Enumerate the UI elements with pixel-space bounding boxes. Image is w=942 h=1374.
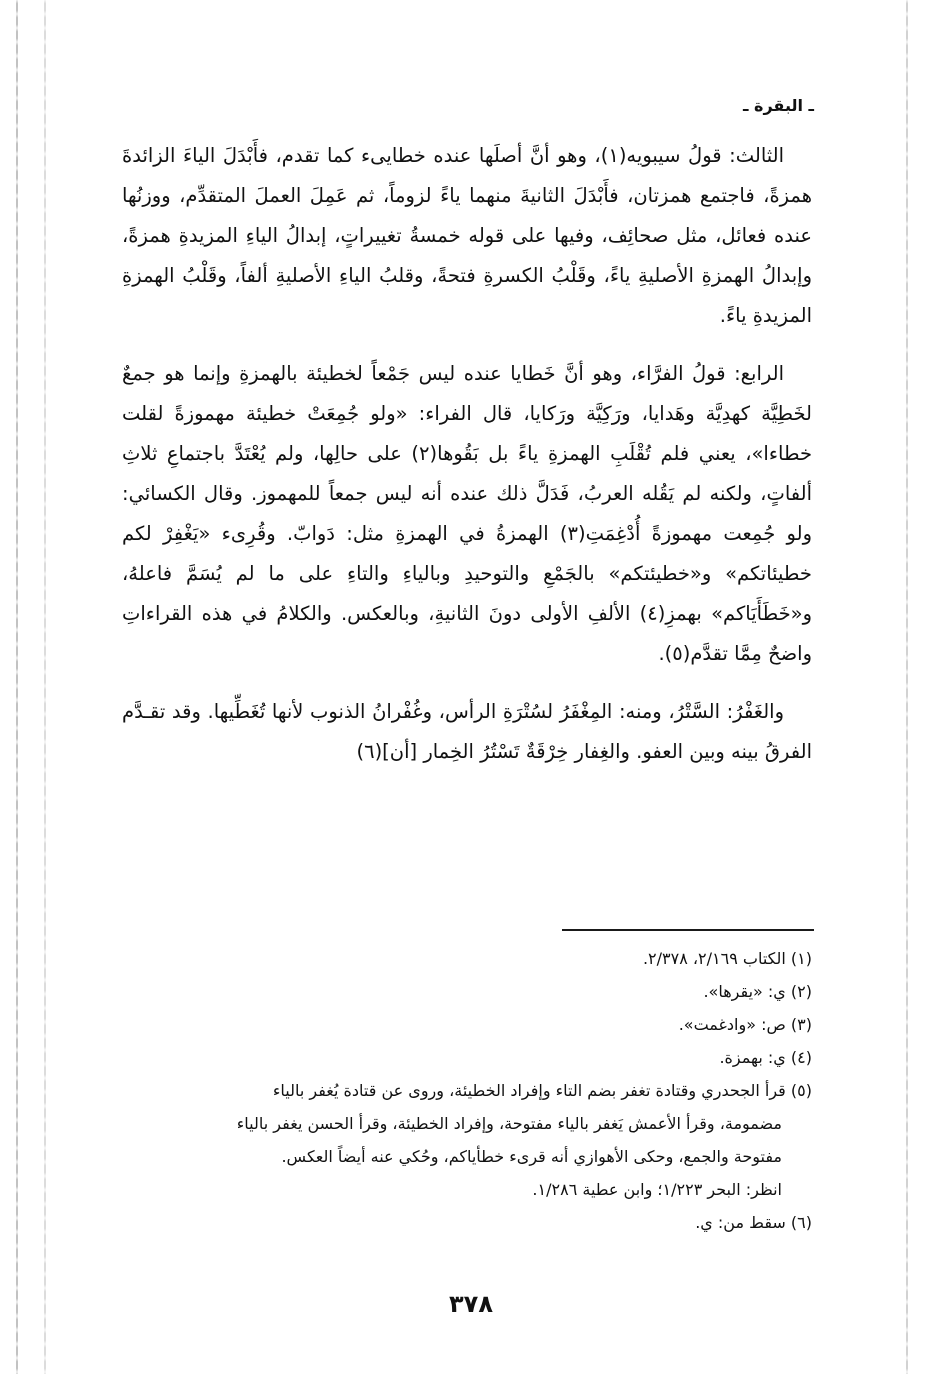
footnote-separator — [562, 929, 814, 931]
paragraph: الرابع: قولُ الفرَّاء، وهو أنَّ خَطايا عنده ليس جَمْعاً لخطيئة بالهمزةِ وإنما هو جمعٌ لخَطِيَّة كهدِيَّة وهَدايا، ورَكِيَّة ورَكايا، قال الفراء: «ولو جُمِعَتْ خطيئة مهموزةً لقلت خطاءا»، يعني فلم تُقْلَبِ الهمزةِ ياءً بل بَقُوها(٢) على حالِها، ولم يُعْتَدَّ باجتماعِ ثلاثِ ألفاتٍ، ولكنه لم يَقُله العربُ، فَدَلَّ ذلك عنده أنه ليس جمعاً للمهموز. وقال الكسائي: ولو جُمِعت مهموزةً أُدْغِمَتِ(٣) الهمزةُ في الهمزةِ مثل: دَوابّ. وقُرِىء «يَغْفِرْ لكم خطيئاتكم» و«خطيئتكم» بالجَمْعِ والتوحيدِ وبالياءِ والتاءِ على ما لم يُسَمَّ فاعلهُ، و«خَطَأَيَاكم» بهمزِ(٤) الألفِ الأولى دونَ الثانيةِ، وبالعكس. والكلامُ في هذه القراءاتِ واضحٌ مِمَّا تقدَّم(٥). — [122, 362, 813, 665]
footnotes — [122, 942, 812, 1239]
running-head: ـ البقرة ـ — [742, 96, 814, 115]
footnote: (٥) قرأ الجحدري وقتادة تغفر بضم التاء وإفراد الخطيئة، وروى عن قتادة يُغفر بالياء — [272, 1081, 812, 1100]
footnote-continuation: مفتوحة والجمع، وحكى الأهوازي أنه قرىء خطأياكم، وحُكي عنه أيضاً العكس. — [281, 1147, 782, 1166]
footnote: (١) الكتاب ٢/١٦٩، ٢/٣٧٨. — [642, 949, 812, 968]
paragraph: والغَفْرُ: السَّتْرُ، ومنه: المِغْفَرُ لسُتْرَةِ الرأس، وغُفْرانُ الذنوب لأنها تُغَطِّيها. وقد تقـدَّم الفرقُ بينه وبين العفو. والغِفار خِرْقَةٌ تَسْتُرُ الخِمار [أن](٦) — [122, 700, 812, 763]
scan-edge-dots — [906, 0, 908, 1374]
page-number: ٣٧٨ — [449, 1290, 493, 1318]
footnote: (٤) ي: بهمزة. — [719, 1048, 812, 1067]
paragraph: الثالث: قولُ سيبويه(١)، وهو أنَّ أصلَها عنده خطايىء كما تقدم، فأَبْدَلَ الياءَ الزائدةَ همزةً، فاجتمع همزتان، فأَبْدَلَ الثانيةَ منهما ياءً لزوماً، ثم عَمِلَ العملَ المتقدِّم، ووزنُها عنده فعائل، مثل صحائِف، وفيها على قوله خمسةُ تغييراتٍ، إبدالُ الياءِ المزيدةِ همزةً، وإبدالُ الهمزةِ الأصليةِ ياءً، وقَلْبُ الكسرةِ فتحةً، وقلبُ الياءِ الأصليةِ ألفاً، وقَلْبُ الهمزةِ المزيدةِ ياءً. — [122, 144, 812, 327]
footnote: (٦) سقط من: ي. — [695, 1213, 812, 1232]
footnote-continuation: انظر: البحر ١/٢٢٣؛ وابن عطية ١/٢٨٦. — [532, 1180, 782, 1199]
footnote: (٣) ص: «وادغمت». — [678, 1015, 812, 1034]
scan-edge-dots — [44, 0, 46, 1374]
footnote: (٢) ي: «يقرها». — [703, 982, 812, 1001]
main-text — [122, 136, 812, 772]
footnote-continuation: مضمومة، وقرأ الأعمش يَغفر بالياء مفتوحة، وإفراد الخطيئة، وقرأ الحسن يغفر بالياء — [236, 1114, 782, 1133]
scan-edge-dots — [16, 0, 18, 1374]
